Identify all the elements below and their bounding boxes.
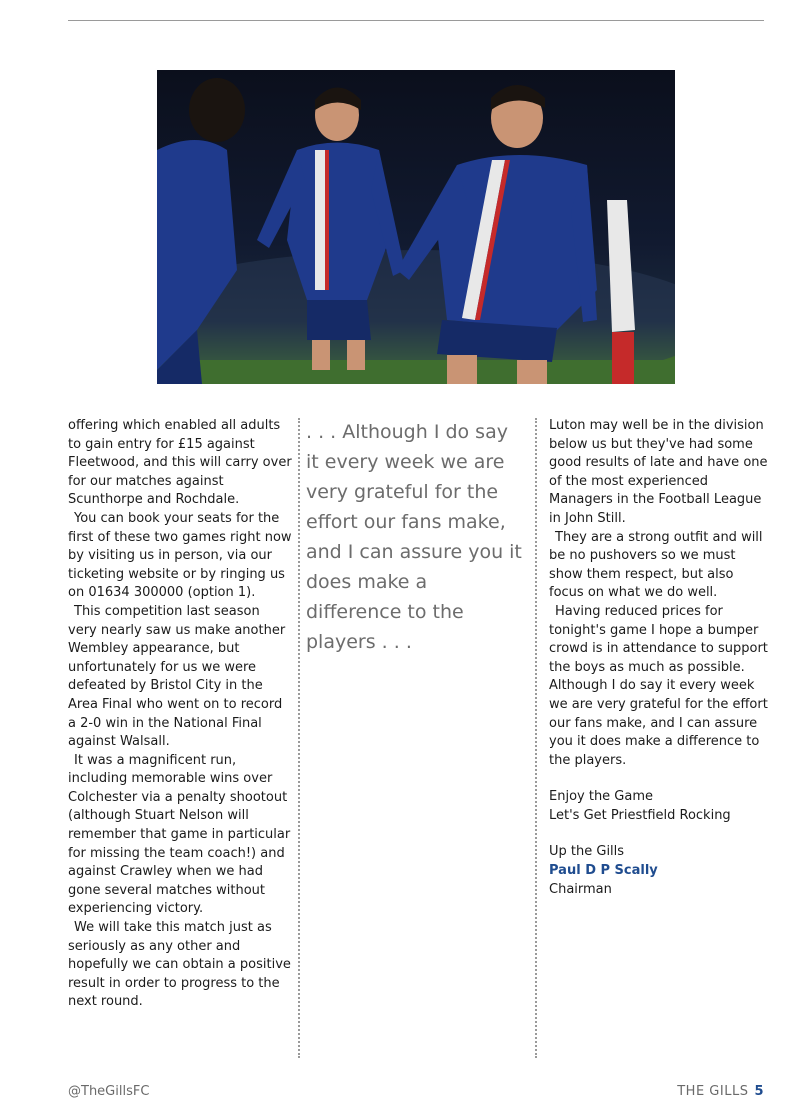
top-rule [68,20,764,21]
paragraph: They are a strong outfit and will be no pushovers so we must show them respect, but also focus on what we do well. [549,529,763,601]
match-photo [157,70,675,384]
paragraph: Having reduced prices for tonight's game I hope a bumper crowd is in attendance to support the boys as much as possible. Although I do say it every week we are very grateful for the effort our fans make, and I can assure you it does make a difference to the players. [549,603,768,768]
page-number: 5 [754,1084,764,1099]
signoff-line: Let's Get Priestfield Rocking [549,807,731,823]
social-handle: @TheGillsFC [68,1084,150,1099]
paragraph: This competition last season very nearly saw us make another Wembley appearance, but unfortunately for us we were defeated by Bristol City in the Area Final who went on to record a 2-0 win in the National Final against Walsall. [68,603,286,750]
paragraph: Luton may well be in the division below us but they've had some good results of late and have one of the most experienced Managers in the Football League in John Still. [549,418,768,526]
publication-name: THE GILLS [677,1084,749,1099]
paragraph: You can book your seats for the first of these two games right now by visiting us in person, via our ticketing website or by ringing us on 01634 300000 (option 1). [68,510,292,601]
pull-quote: . . . Although I do say it every week we are very grateful for the effort our fans make, and I can assure you it does make a difference to the players . . . [306,421,522,653]
celebrating-players-illustration [157,70,675,384]
signoff-line: Enjoy the Game [549,789,654,805]
column-divider [535,418,537,1058]
left-column [68,417,292,1012]
column-divider [298,418,300,1058]
paragraph: offering which enabled all adults to gain entry for £15 against Fleetwood, and this will carry over for our matches against Scunthorpe and Rochdale. [68,418,292,508]
page-footer [677,1084,764,1099]
middle-column [306,417,524,657]
paragraph: It was a magnificent run, including memorable wins over Colchester via a penalty shootout (although Stuart Nelson will remember that game in particular for missing the team coach!) and against Crawley when we had gone several matches without experiencing victory. [68,752,291,917]
signature-title: Chairman [549,881,612,897]
paragraph: We will take this match just as seriously as any other and hopefully we can obtain a positive result in order to progress to the next round. [68,920,291,1010]
signoff-line: Up the Gills [549,844,625,860]
right-column [549,417,771,899]
signature-name: Paul D P Scally [549,863,658,879]
